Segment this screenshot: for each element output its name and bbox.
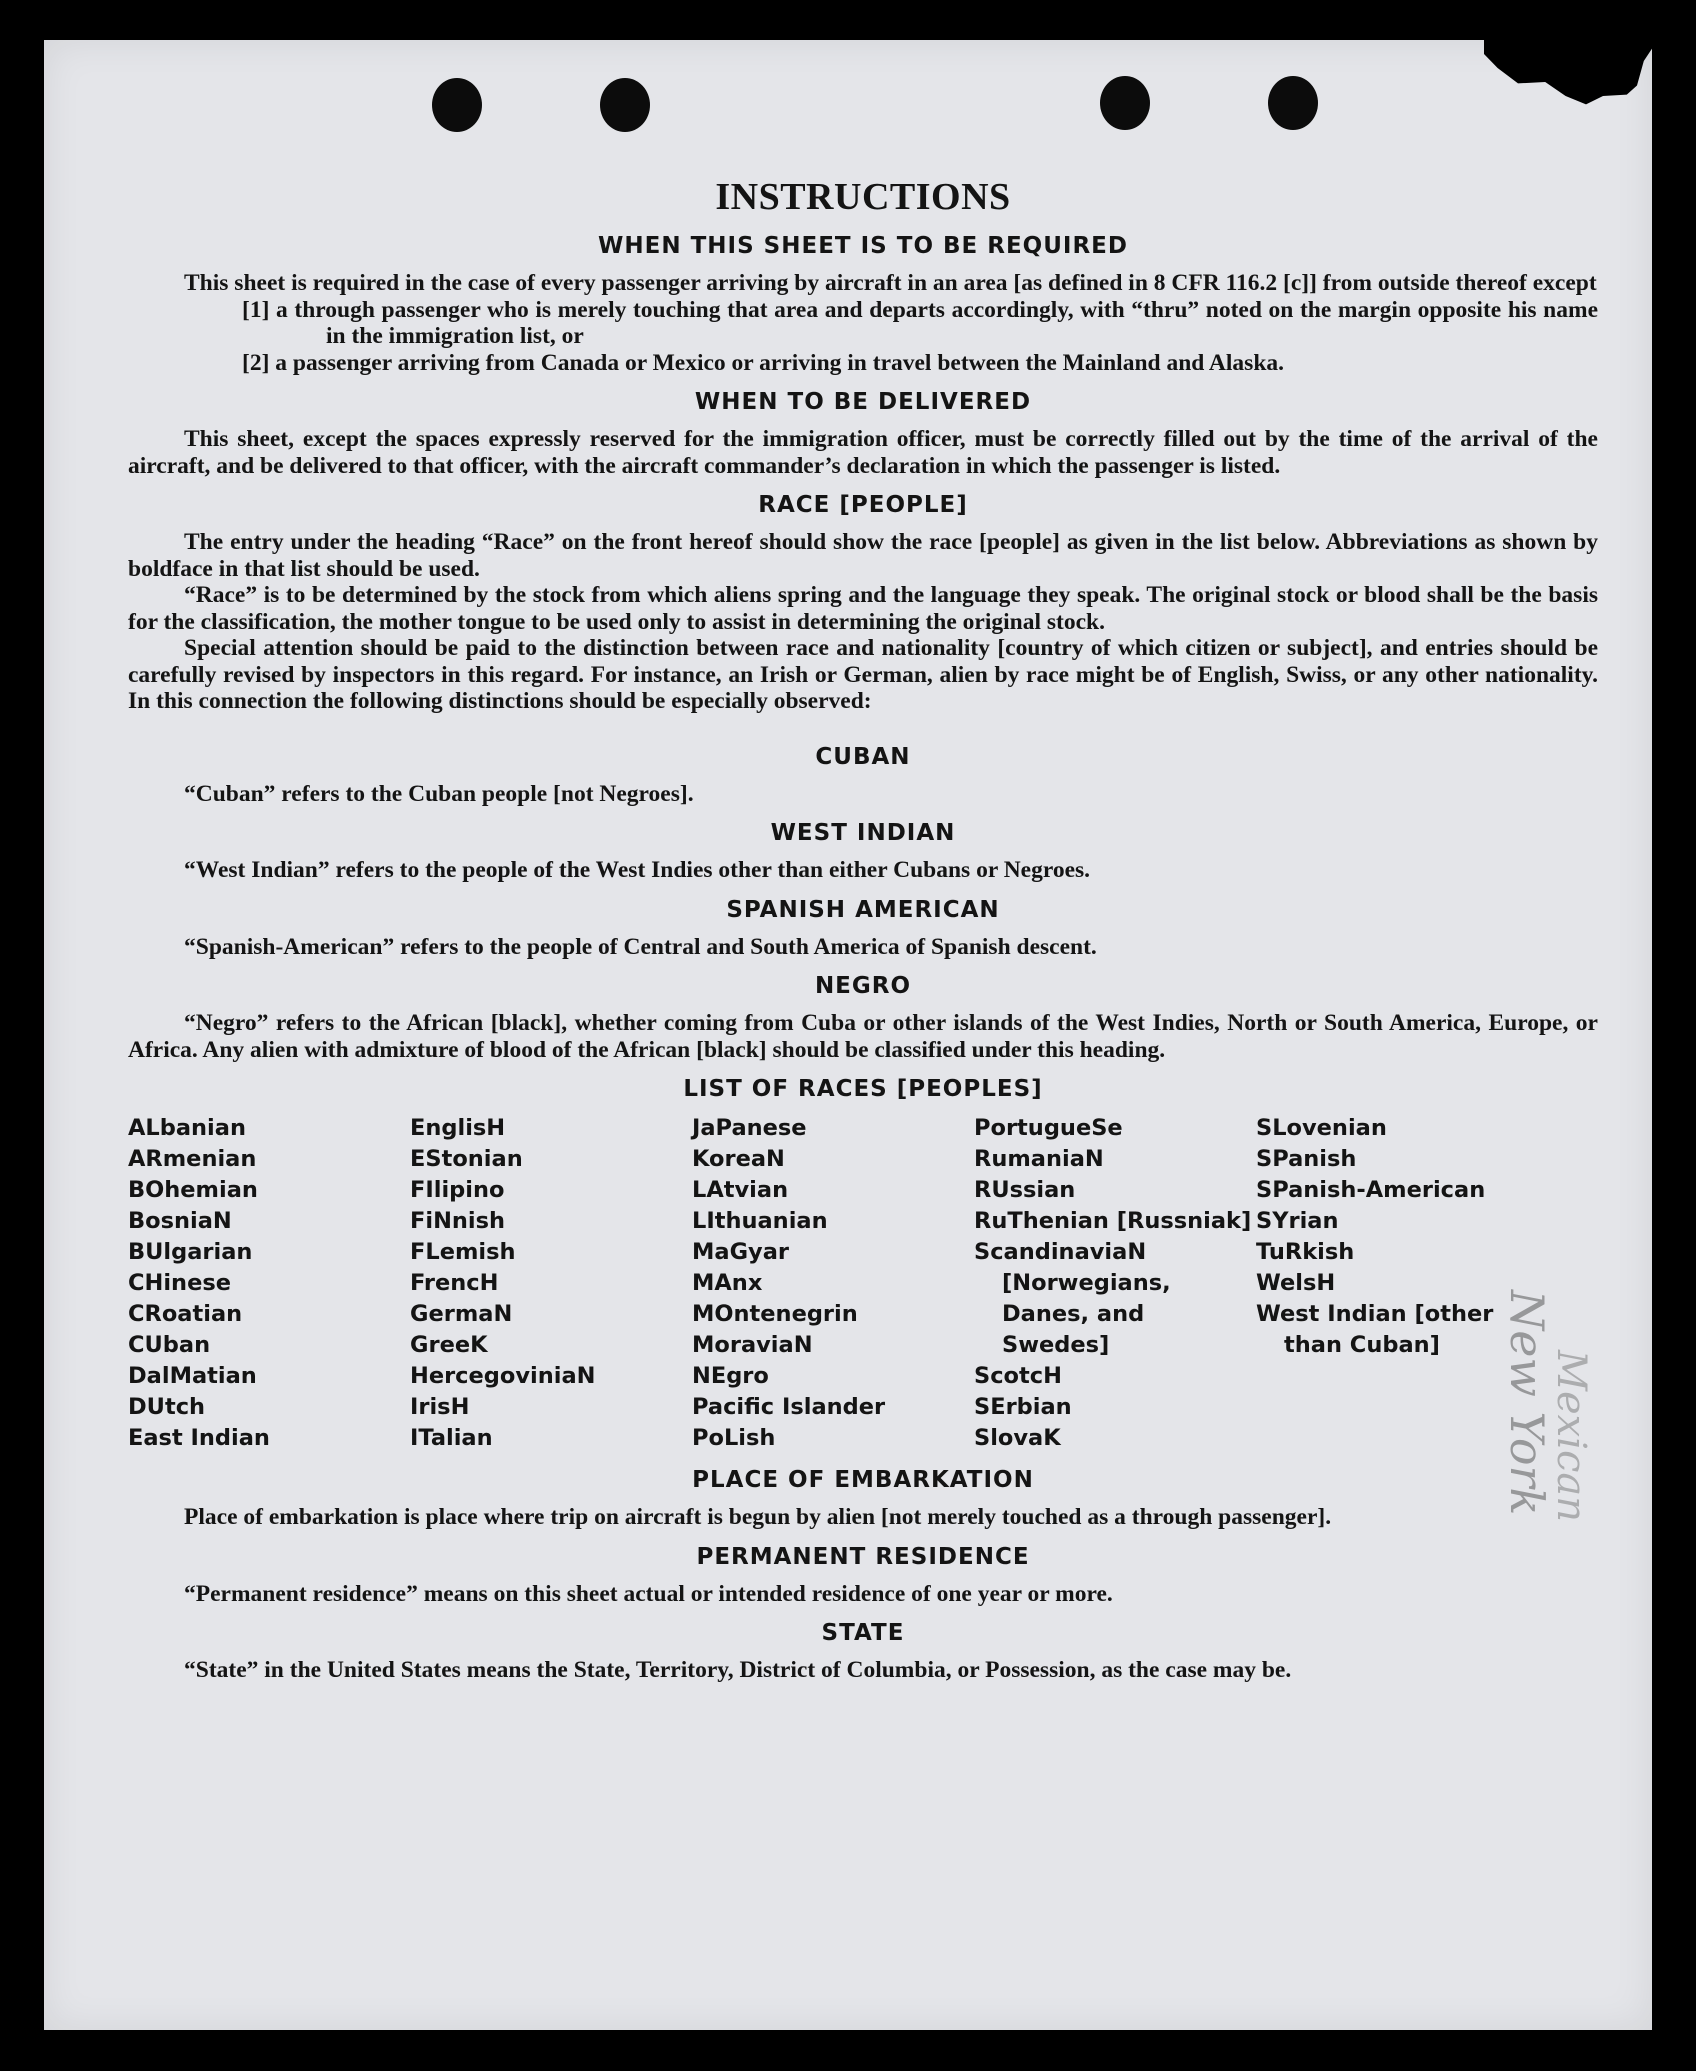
race-list-item: DalMatian xyxy=(128,1363,257,1389)
race-list-item: GreeK xyxy=(410,1332,488,1358)
race-list-item: FiNnish xyxy=(410,1208,506,1234)
race-list-item: WelsH xyxy=(1256,1270,1336,1296)
handwritten-annotation: New York xyxy=(1500,1290,1554,1516)
race-list-item: EnglisH xyxy=(410,1115,506,1141)
race-list-item: PortugueSe xyxy=(974,1115,1123,1141)
race-list-item: TuRkish xyxy=(1256,1239,1355,1265)
races-column-3 xyxy=(692,1113,974,1454)
race-list-item: MaGyar xyxy=(692,1239,789,1265)
exception-item-2: [2] a passenger arriving from Canada or Mexico or arriving in travel between the Mainland and Alaska. xyxy=(242,349,1285,376)
races-column-4 xyxy=(974,1113,1256,1454)
race-list-item: DUtch xyxy=(128,1394,206,1420)
race-list-item: SLovenian xyxy=(1256,1115,1387,1141)
heading-list-of-races: LIST OF RACES [PEOPLES] xyxy=(683,1076,1043,1102)
race-list-item: FIlipino xyxy=(410,1177,505,1203)
heading-west-indian: WEST INDIAN xyxy=(770,820,956,846)
exception-item-1: [1] a through passenger who is merely touching that area and departs accordingly, with “thru” noted on the margin opposite his name in the immigration list, or xyxy=(242,296,1598,349)
heading-cuban: CUBAN xyxy=(815,743,911,770)
when-required-intro: This sheet is required in the case of every passenger arriving by aircraft in an area [as defined in 8 CFR 116.2 [c]] from outside thereof except xyxy=(184,270,1597,296)
race-list-item: FrencH xyxy=(410,1270,499,1296)
race-list-item: LIthuanian xyxy=(692,1208,828,1234)
race-list-item: NEgro xyxy=(692,1363,769,1389)
race-list-item: HercegoviniaN xyxy=(410,1363,596,1389)
embarkation-text: Place of embarkation is place where trip on aircraft is begun by alien [not merely touched as a through passenger]. xyxy=(184,1504,1332,1530)
races-list xyxy=(128,1113,1598,1454)
race-list-item: RumaniaN xyxy=(974,1146,1104,1172)
when-delivered-text: This sheet, except the spaces expressly reserved for the immigration officer, must be correctly filled out by the time of the arrival of the aircraft, and be delivered to that officer, with the aircraft commander’s declaration in which the passenger is listed. xyxy=(128,426,1598,479)
handwritten-annotation-2: Mexican xyxy=(1548,1350,1594,1522)
race-list-item: IrisH xyxy=(410,1394,470,1420)
race-list-item: RuThenian [Russniak] xyxy=(974,1208,1252,1234)
race-list-item: EStonian xyxy=(410,1146,523,1172)
race-list-item: FLemish xyxy=(410,1239,516,1265)
race-list-item: SPanish xyxy=(1256,1146,1357,1172)
race-list-item: Pacific Islander xyxy=(692,1394,886,1420)
races-column-5 xyxy=(1256,1113,1516,1454)
race-list-item: SErbian xyxy=(974,1394,1072,1420)
race-list-item: GermaN xyxy=(410,1301,513,1327)
race-list-item: JaPanese xyxy=(692,1115,807,1141)
page-title: INSTRUCTIONS xyxy=(715,176,1011,218)
race-list-item: SYrian xyxy=(1256,1208,1339,1234)
heading-state: STATE xyxy=(821,1620,905,1646)
race-list-item: ARmenian xyxy=(128,1146,257,1172)
race-list-item: CHinese xyxy=(128,1270,231,1296)
cuban-text: “Cuban” refers to the Cuban people [not Negroes]. xyxy=(184,780,694,807)
race-list-item: LAtvian xyxy=(692,1177,789,1203)
race-list-item: MOntenegrin xyxy=(692,1301,858,1327)
race-list-item: MoraviaN xyxy=(692,1332,813,1358)
heading-permanent-residence: PERMANENT RESIDENCE xyxy=(696,1543,1030,1570)
race-paragraph-2: “Race” is to be determined by the stock from which aliens spring and the language they speak. The original stock or blood shall be the basis for the classification, the mother tongue to be used only to assist in determining the original stock. xyxy=(128,582,1598,635)
permanent-residence-text: “Permanent residence” means on this sheet actual or intended residence of one year or more. xyxy=(184,1580,1113,1607)
race-list-item: West Indian [other than Cuban] xyxy=(1256,1301,1494,1358)
punch-hole xyxy=(432,78,482,132)
punch-hole xyxy=(1268,76,1318,130)
race-list-item: ALbanian xyxy=(128,1115,246,1141)
race-list-item: PoLish xyxy=(692,1425,776,1451)
race-list-item: ScandinaviaN [Norwegians, Danes, and Swedes] xyxy=(974,1239,1171,1358)
negro-text: “Negro” refers to the African [black], whether coming from Cuba or other islands of the West Indies, North or South America, Europe, or Africa. Any alien with admixture of blood of the African [black] should be classified under this heading. xyxy=(128,1010,1598,1063)
heading-negro: NEGRO xyxy=(814,973,912,999)
race-list-item: SlovaK xyxy=(974,1425,1061,1451)
race-list-item: SPanish-American xyxy=(1256,1177,1486,1203)
punch-hole xyxy=(600,78,650,132)
race-list-item: KoreaN xyxy=(692,1146,785,1172)
race-paragraph-1: The entry under the heading “Race” on the front hereof should show the race [people] as given in the list below. Abbreviations as shown by boldface in that list should be used. xyxy=(128,529,1598,582)
torn-corner xyxy=(1484,40,1654,110)
race-list-item: CUban xyxy=(128,1332,211,1358)
heading-embarkation: PLACE OF EMBARKATION xyxy=(692,1467,1034,1493)
heading-spanish-american: SPANISH AMERICAN xyxy=(726,896,1000,923)
heading-when-delivered: WHEN TO BE DELIVERED xyxy=(694,389,1032,415)
races-column-2 xyxy=(410,1113,692,1454)
race-list-item: BUlgarian xyxy=(128,1239,253,1265)
punch-hole xyxy=(1100,76,1150,130)
race-list-item: RUssian xyxy=(974,1177,1076,1203)
race-list-item: MAnx xyxy=(692,1270,763,1296)
state-text: “State” in the United States means the State, Territory, District of Columbia, or Possession, as the case may be. xyxy=(184,1657,1292,1683)
heading-race: RACE [PEOPLE] xyxy=(758,492,968,518)
race-list-item: CRoatian xyxy=(128,1301,243,1327)
races-column-1 xyxy=(128,1113,410,1454)
west-indian-text: “West Indian” refers to the people of the West Indies other than either Cubans or Negroes. xyxy=(184,857,1091,883)
race-paragraph-3: Special attention should be paid to the distinction between race and nationality [country of which citizen or subject], and entries should be carefully revised by inspectors in this regard. For instance, an Irish or German, alien by race might be of English, Swiss, or any other nationality. In this connection the following distinctions should be especially observed: xyxy=(128,635,1598,714)
race-list-item: ScotcH xyxy=(974,1363,1062,1389)
race-list-item: East Indian xyxy=(128,1425,270,1451)
spanish-american-text: “Spanish-American” refers to the people of Central and South America of Spanish descent. xyxy=(184,933,1097,960)
document-page xyxy=(44,40,1652,2030)
race-list-item: BosniaN xyxy=(128,1208,232,1234)
race-list-item: BOhemian xyxy=(128,1177,258,1203)
heading-when-required: WHEN THIS SHEET IS TO BE REQUIRED xyxy=(598,233,1128,259)
document-body xyxy=(128,140,1598,1684)
race-list-item: ITalian xyxy=(410,1425,493,1451)
